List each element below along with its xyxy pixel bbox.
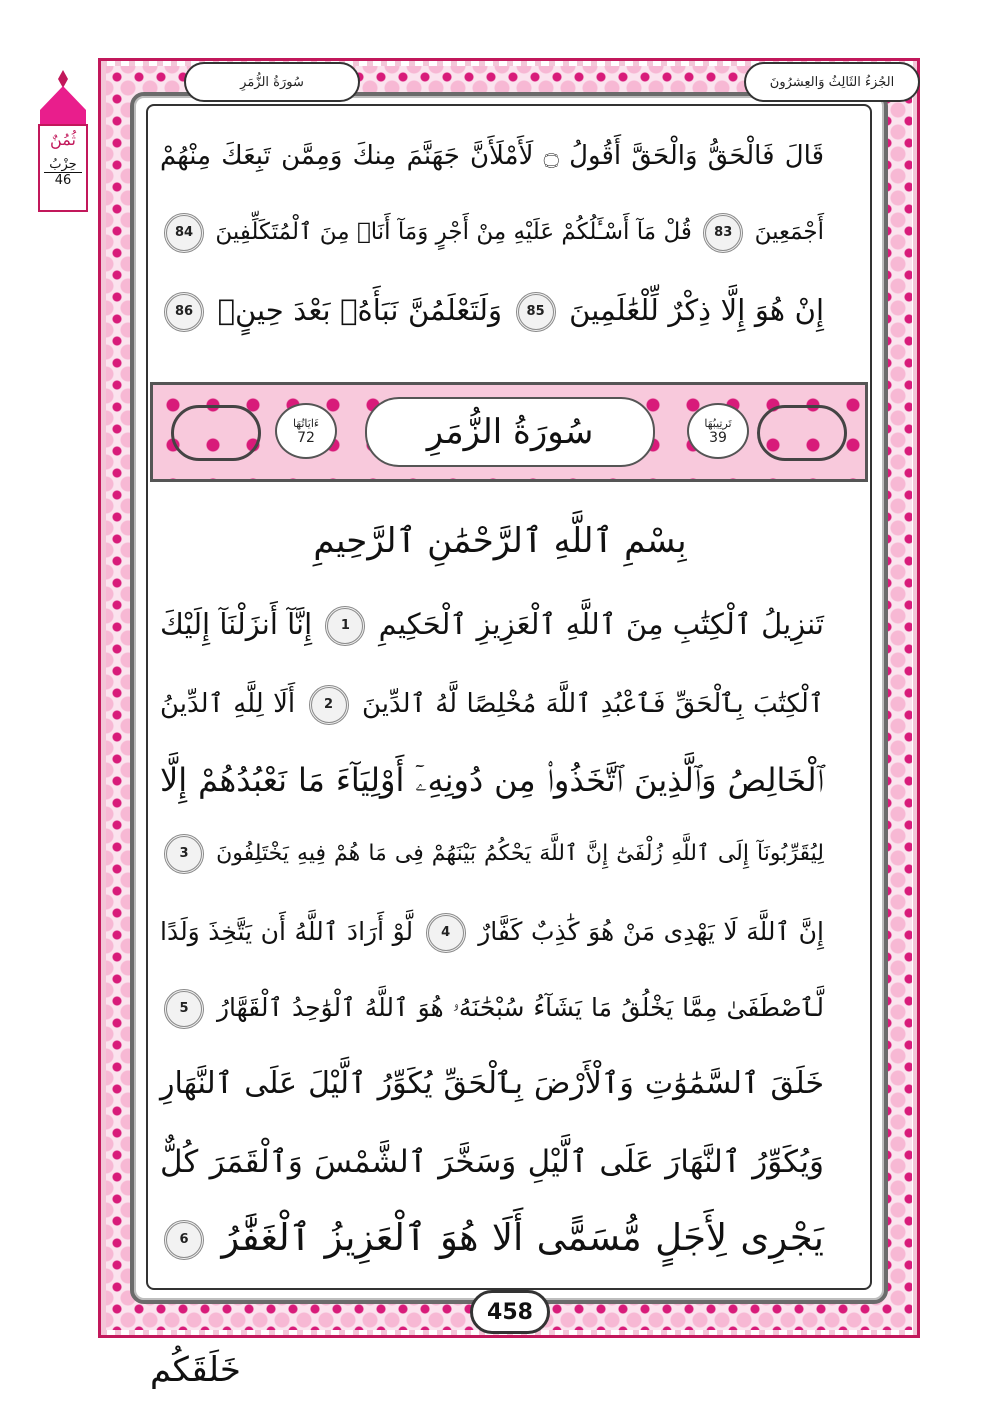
verse-line [160, 980, 824, 1036]
verse-text: خَلَقَ ٱلسَّمَٰوَٰتِ وَٱلْأَرْضَ بِٱلْحَقِّ يُكَوِّرُ ٱلَّيْلَ عَلَى ٱلنَّهَارِ [160, 1066, 824, 1101]
verse-count-number: 72 [297, 429, 315, 446]
verse-line [160, 826, 824, 882]
verse-line [160, 1210, 824, 1266]
verse-text: لَّٱصْطَفَىٰ مِمَّا يَخْلُقُ مَا يَشَآءُ سُبْحَٰنَهُۥ هُوَ ٱللَّهُ ٱلْوَٰحِدُ ٱلْقَهَّارُ [216, 993, 824, 1022]
header-surah-label: سُورَةُ الزُّمَرِ [240, 74, 304, 90]
ayah-number-marker: 3 [164, 834, 204, 874]
ayah-number-marker: 6 [164, 1220, 204, 1260]
verse-line [160, 596, 824, 652]
verse-line [160, 1056, 824, 1112]
catchword: خَلَقَكُم [150, 1350, 241, 1390]
ayah-number-marker: 4 [426, 913, 466, 953]
verse-line [160, 204, 824, 260]
verse-text: إِنْ هُوَ إِلَّا ذِكْرٌ لِّلْعَٰلَمِينَ [569, 293, 825, 327]
surah-header-banner [150, 382, 868, 482]
ayah-number-marker: 1 [325, 606, 365, 646]
verse-text: قُلْ مَآ أَسْـَٔلُكُمْ عَلَيْهِ مِنْ أَجْرٍ وَمَآ أَنَا۠ مِنَ ٱلْمُتَكَلِّفِينَ [215, 219, 692, 245]
verse-text: أَلَا لِلَّهِ ٱلدِّينُ [160, 689, 296, 719]
verse-text: قَالَ فَالْحَقُّ وَالْحَقَّ أَقُولُ ۝ لَأَمْلَأَنَّ جَهَنَّمَ مِنكَ وَمِمَّن تَبِعَكَ مِنْهُمْ [160, 141, 825, 171]
verse-text: إِنَّ ٱللَّهَ لَا يَهْدِى مَنْ هُوَ كَٰذِبٌ كَفَّارٌ [478, 917, 824, 946]
ayah-number-marker: 5 [164, 989, 204, 1029]
dome-ornament-icon [40, 86, 86, 126]
hizb-label: حِزْبُ [49, 157, 77, 172]
hizb-box [38, 124, 88, 212]
verse-text: يَجْرِى لِأَجَلٍ مُّسَمًّى أَلَا هُوَ ٱلْعَزِيزُ ٱلْغَفَّٰرُ [221, 1216, 824, 1259]
hizb-marker [36, 70, 92, 214]
verse-line [160, 128, 824, 184]
ayah-number-marker: 2 [309, 685, 349, 725]
ayah-number-marker: 83 [703, 213, 743, 253]
header-surah-cartouche [184, 62, 360, 102]
verse-text: أَجْمَعِينَ [754, 219, 825, 245]
verse-text: إِنَّآ أَنزَلْنَآ إِلَيْكَ [160, 607, 313, 641]
verse-line [160, 282, 824, 338]
knot-ornament-icon [757, 405, 847, 461]
ayah-number-marker: 86 [164, 292, 204, 332]
verse-text: ٱلْخَالِصُ وَٱلَّذِينَ ٱتَّخَذُوا۟ مِن دُونِهِۦٓ أَوْلِيَآءَ مَا نَعْبُدُهُمْ إِلَّا [160, 761, 824, 799]
knot-ornament-icon [171, 405, 261, 461]
verse-text: ٱلْكِتَٰبَ بِٱلْحَقِّ فَٱعْبُدِ ٱللَّهَ مُخْلِصًا لَّهُ ٱلدِّينَ [361, 689, 824, 719]
verse-line [160, 676, 824, 732]
verse-text: تَنزِيلُ ٱلْكِتَٰبِ مِنَ ٱللَّهِ ٱلْعَزِيزِ ٱلْحَكِيمِ [378, 607, 824, 641]
ayah-number-marker: 85 [516, 292, 556, 332]
verse-line [160, 1134, 824, 1190]
verse-count-medallion [275, 403, 337, 459]
page-number: 458 [470, 1290, 550, 1334]
surah-order-medallion [687, 403, 749, 459]
surah-order-label: تَرتِيبُهَا [704, 416, 732, 430]
verse-text: لَّوْ أَرَادَ ٱللَّهُ أَن يَتَّخِذَ وَلَدًا [160, 917, 414, 946]
finial-icon [58, 70, 68, 88]
surah-order-number: 39 [709, 429, 727, 446]
header-juz-cartouche [744, 62, 920, 102]
header-juz-label: الجُزءُ الثَالِثُ وَالعِشرُونَ [769, 74, 895, 90]
verse-count-label: ءَايَاتُهَا [292, 416, 320, 430]
thumn-label: ثُمُنٌ [50, 130, 76, 149]
surah-title: سُورَةُ الزُّمَرِ [365, 397, 655, 467]
hizb-number: 46 [44, 172, 82, 188]
verse-text: لِيُقَرِّبُونَآ إِلَى ٱللَّهِ زُلْفَىٰٓ إِنَّ ٱللَّهَ يَحْكُمُ بَيْنَهُمْ فِى مَا هُمْ فِيهِ يَخْتَلِفُونَ [216, 841, 824, 866]
verse-text: وَلَتَعْلَمُنَّ نَبَأَهُۥ بَعْدَ حِينٍۭ [217, 293, 503, 327]
verse-text: وَيُكَوِّرُ ٱلنَّهَارَ عَلَى ٱلَّيْلِ وَسَخَّرَ ٱلشَّمْسَ وَٱلْقَمَرَ كُلٌّ [160, 1144, 824, 1180]
ayah-number-marker: 84 [164, 213, 204, 253]
verse-line [160, 752, 824, 808]
basmala: بِسْمِ ٱللَّهِ ٱلرَّحْمَٰنِ ٱلرَّحِيمِ [313, 521, 687, 561]
verse-line [160, 904, 824, 960]
